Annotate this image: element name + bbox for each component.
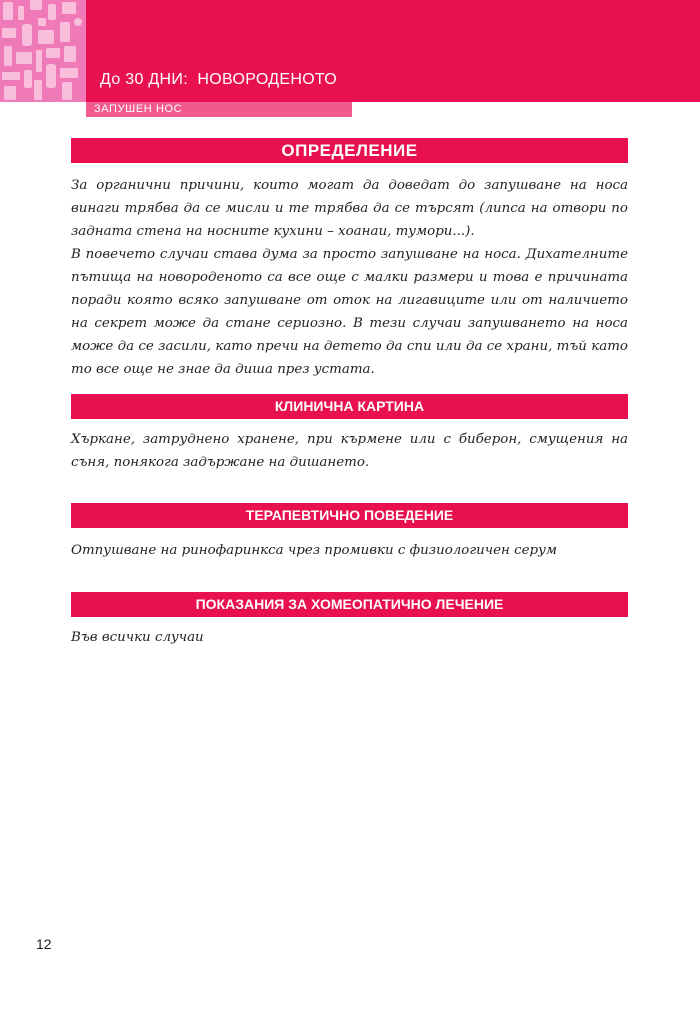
section-body-definition	[71, 174, 628, 381]
chapter-title: До 30 ДНИ: НОВОРОДЕНОТО	[100, 71, 338, 88]
paragraph: Хъркане, затруднено хранене, при кърмене или с биберон, смущения на съня, понякога задържане на дишането.	[71, 432, 628, 470]
section-body-clinical-picture	[71, 428, 628, 474]
pharmacy-pattern-icon	[0, 0, 86, 102]
section-heading-clinical-picture: КЛИНИЧНА КАРТИНА	[71, 394, 628, 419]
paragraph: Във всички случаи	[71, 630, 204, 645]
section-heading-definition: ОПРЕДЕЛЕНИЕ	[71, 138, 628, 163]
section-body-homeopathy	[71, 626, 628, 649]
section-body-therapy	[71, 539, 628, 562]
page-number: 12	[36, 936, 52, 952]
paragraph: За органични причини, които могат да доведат до запушване на носа винаги трябва да се мисли и те трябва да се търсят (липса на отвори по задната стена на носните кухини – хоанаи, тумори...).	[71, 178, 628, 239]
section-heading-homeopathy: ПОКАЗАНИЯ ЗА ХОМЕОПАТИЧНО ЛЕЧЕНИЕ	[71, 592, 628, 617]
topic-title: ЗАПУШЕН НОС	[94, 103, 183, 115]
section-heading-therapy: ТЕРАПЕВТИЧНО ПОВЕДЕНИЕ	[71, 503, 628, 528]
paragraph: В повечето случаи става дума за просто запушване на носа. Дихателните пътища на новороденото са все още с малки размери и това е причината поради която всяко запушване от оток на лигавиците или от наличието на секрет може да стане сериозно. В тези случаи запушването на носа може да се засили, като пречи на детето да спи или да се храни, тъй като то все още не знае да диша през устата.	[71, 247, 628, 377]
paragraph: Отпушване на ринофаринкса чрез промивки с физиологичен серум	[71, 543, 557, 558]
